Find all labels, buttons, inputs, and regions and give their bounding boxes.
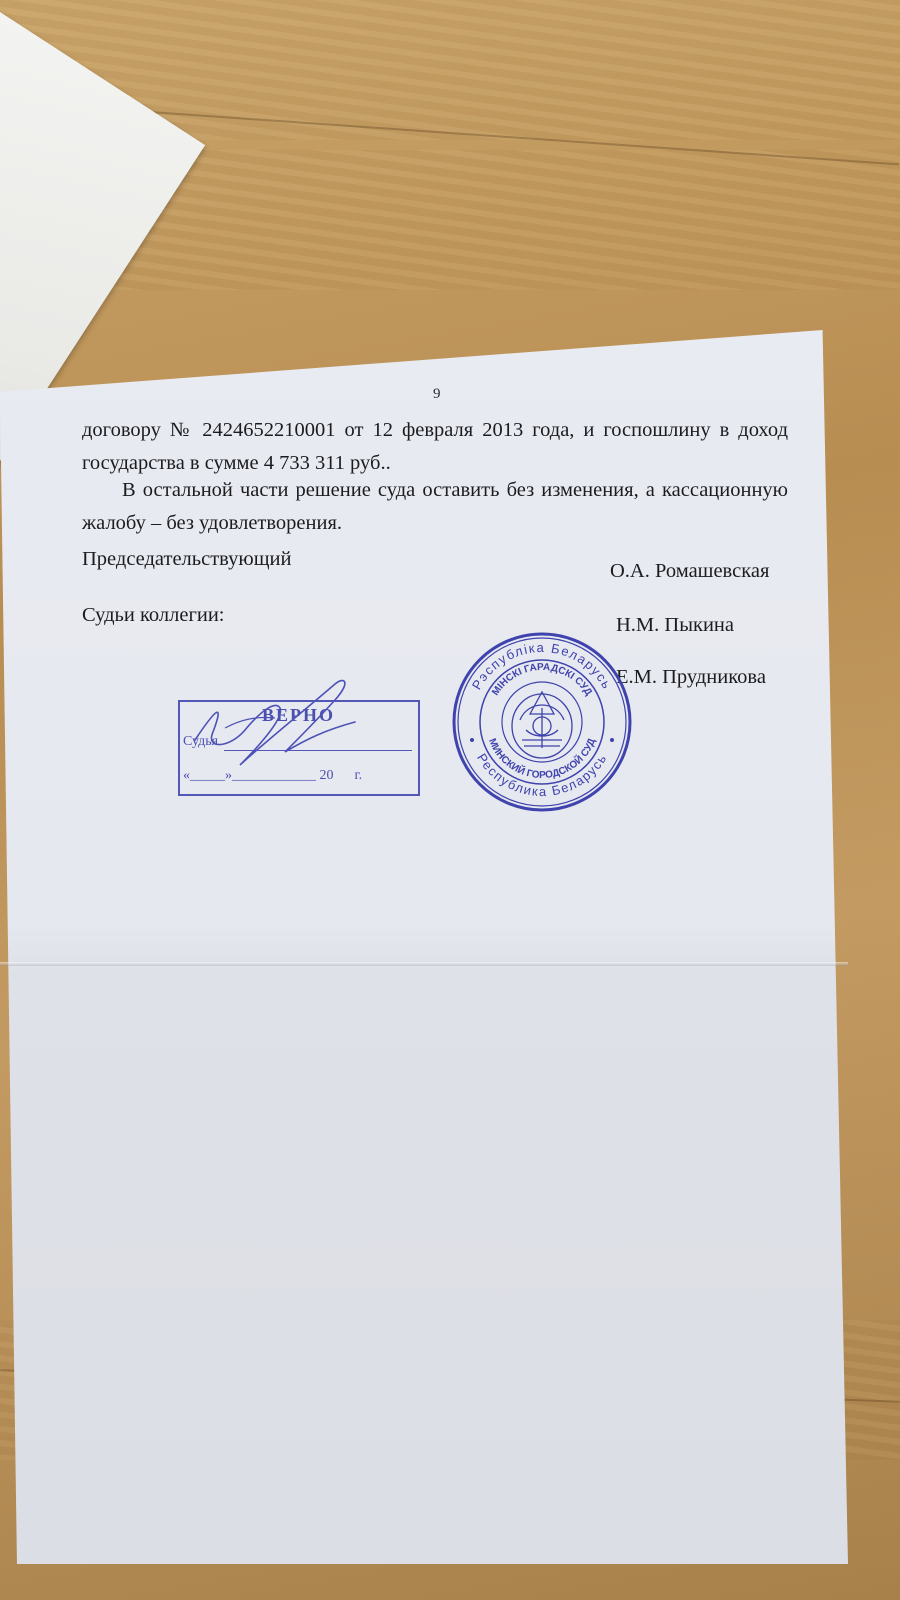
- body-paragraph-1: договору № 2424652210001 от 12 февраля 2013 года, и госпошлину в доход государства в сумме 4 733 311 руб..: [82, 419, 788, 474]
- judge-name-2: Е.М. Прудникова: [616, 666, 766, 688]
- presiding-label: Председательствующий: [82, 548, 292, 570]
- seal-outer-text-bottom: Республика Беларусь: [474, 750, 610, 800]
- verno-stamp-date-line: «_____»____________ 20 г.: [183, 768, 363, 783]
- verno-stamp-judge-label: Судья: [183, 734, 219, 749]
- verno-stamp-title: ВЕРНО: [262, 705, 336, 725]
- court-seal: [450, 630, 634, 814]
- paper-fold-crease: [0, 962, 848, 966]
- seal-inner-text-bottom: МИНСКИЙ ГОРОДСКОЙ СУД: [486, 736, 598, 782]
- handwritten-signature: [185, 670, 365, 780]
- presiding-name: О.А. Ромашевская: [610, 560, 770, 582]
- seal-outer-text-top: Рэспубліка Беларусь: [468, 639, 616, 693]
- seal-star-right: [610, 738, 614, 742]
- body-paragraph-2: В остальной части решение суда оставить без изменения, а кассационную жалобу – без удовлетворения.: [82, 479, 788, 534]
- judge-name-1: Н.М. Пыкина: [616, 614, 734, 636]
- seal-inner-text-top: МІНСКІ ГАРАДСКІ СУД: [490, 661, 594, 698]
- page-number: 9: [433, 386, 441, 402]
- judges-label: Судьи коллегии:: [82, 604, 225, 626]
- coat-of-arms-emblem: [512, 692, 572, 758]
- seal-star-left: [470, 738, 474, 742]
